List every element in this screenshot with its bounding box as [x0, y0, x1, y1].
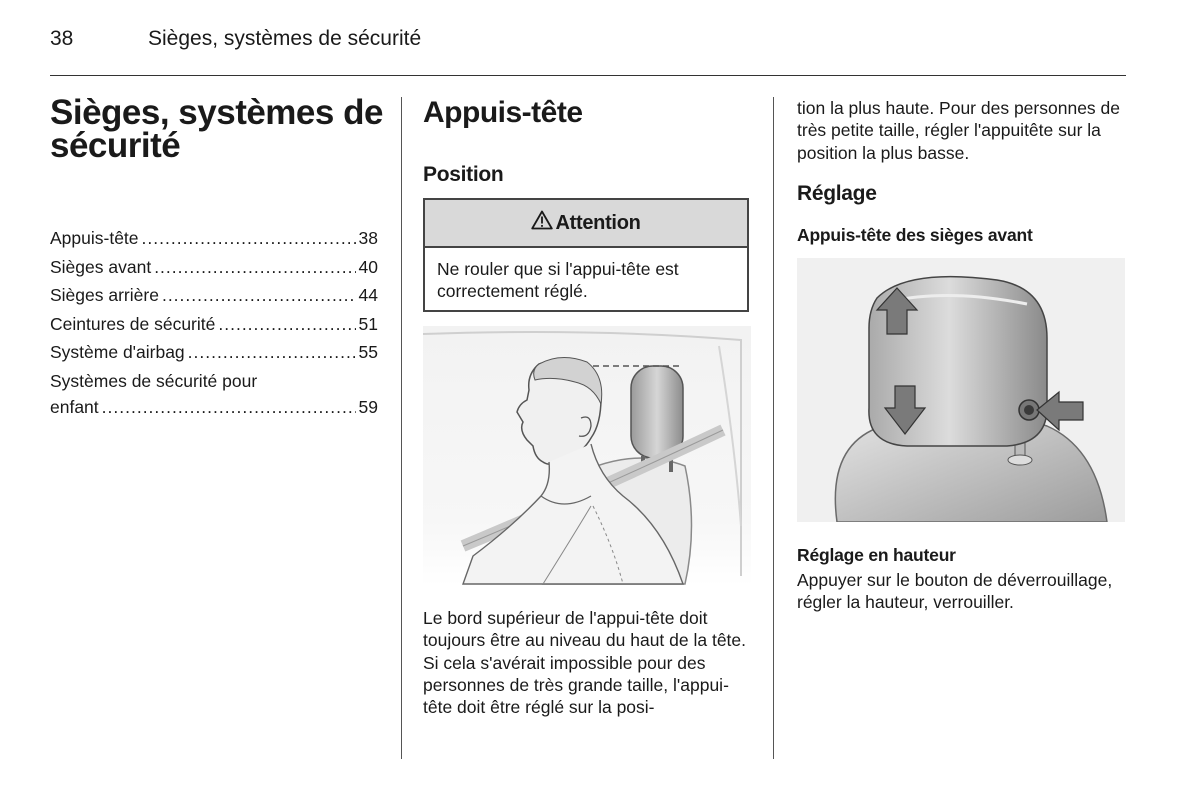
warning-triangle-icon [531, 210, 553, 236]
toc-entry-label: Sièges avant [50, 256, 152, 277]
running-header-title: Sièges, systèmes de sécurité [148, 27, 422, 50]
toc-entry-page: 38 [358, 228, 378, 248]
front-headrest-subheading: Appuis-tête des sièges avant [797, 225, 1033, 245]
warning-text: Ne rouler que si l'appui-tête est correctement réglé. [437, 259, 679, 301]
toc-leader-dots [162, 281, 356, 310]
toc-entry-label-continued: enfant [50, 396, 99, 417]
headrest-adjustment-illustration [797, 258, 1125, 522]
toc-entry-label: Ceintures de sécurité [50, 313, 216, 334]
toc-entry-label: Système d'airbag [50, 342, 185, 362]
height-adjustment-text: Appuyer sur le bouton de déverrouillage, régler la hauteur, verrouiller. [797, 570, 1113, 613]
toc-leader-dots [218, 310, 355, 339]
toc-entry-page: 40 [358, 256, 378, 277]
toc-entry-page: 51 [358, 313, 378, 334]
toc-entry-ceintures[interactable] [50, 310, 378, 339]
toc-entry-appuis-tete[interactable] [50, 224, 378, 253]
warning-header [425, 200, 747, 248]
toc-leader-dots [102, 393, 356, 421]
toc-entry-page: 44 [358, 285, 378, 305]
header-divider [50, 75, 1126, 76]
height-adjustment-heading: Réglage en hauteur [797, 545, 956, 565]
toc-entry-label: Systèmes de sécurité pour [50, 370, 258, 391]
toc-entry-sieges-arriere[interactable] [50, 281, 378, 310]
toc-entry-label: Appuis-tête [50, 228, 139, 248]
toc-leader-dots [154, 253, 355, 282]
toc-entry-page: 55 [358, 342, 378, 362]
toc-entry-page: 59 [358, 396, 378, 417]
position-heading: Position [423, 163, 504, 186]
chapter-title: Sièges, systèmes de sécurité [50, 93, 383, 165]
toc-entry-label: Sièges arrière [50, 285, 159, 305]
position-paragraph: Le bord supérieur de l'appui-tête doit toujours être au niveau du haut de la tête. Si cela s'avérait impossible pour des personnes de très grande taille, l'appui-tête doit être réglé sur la posi- [423, 608, 747, 718]
toc-leader-dots [142, 224, 356, 253]
warning-label: Attention [555, 211, 641, 234]
position-paragraph-continued: tion la plus haute. Pour des personnes de très petite taille, régler l'appuitête sur la position la plus basse. [797, 98, 1120, 163]
toc-leader-dots [188, 338, 356, 367]
headrest-position-illustration [423, 326, 751, 586]
section-title: Appuis-tête [423, 96, 583, 129]
warning-box [423, 198, 749, 312]
column-divider-2 [773, 97, 774, 759]
column-divider-1 [401, 97, 402, 759]
reglage-heading: Réglage [797, 182, 877, 205]
toc-entry-sieges-avant[interactable] [50, 253, 378, 282]
toc-entry-securite-enfant[interactable] [50, 367, 378, 421]
page-number: 38 [50, 27, 74, 50]
toc-entry-airbag[interactable] [50, 338, 378, 367]
table-of-contents [50, 224, 378, 421]
